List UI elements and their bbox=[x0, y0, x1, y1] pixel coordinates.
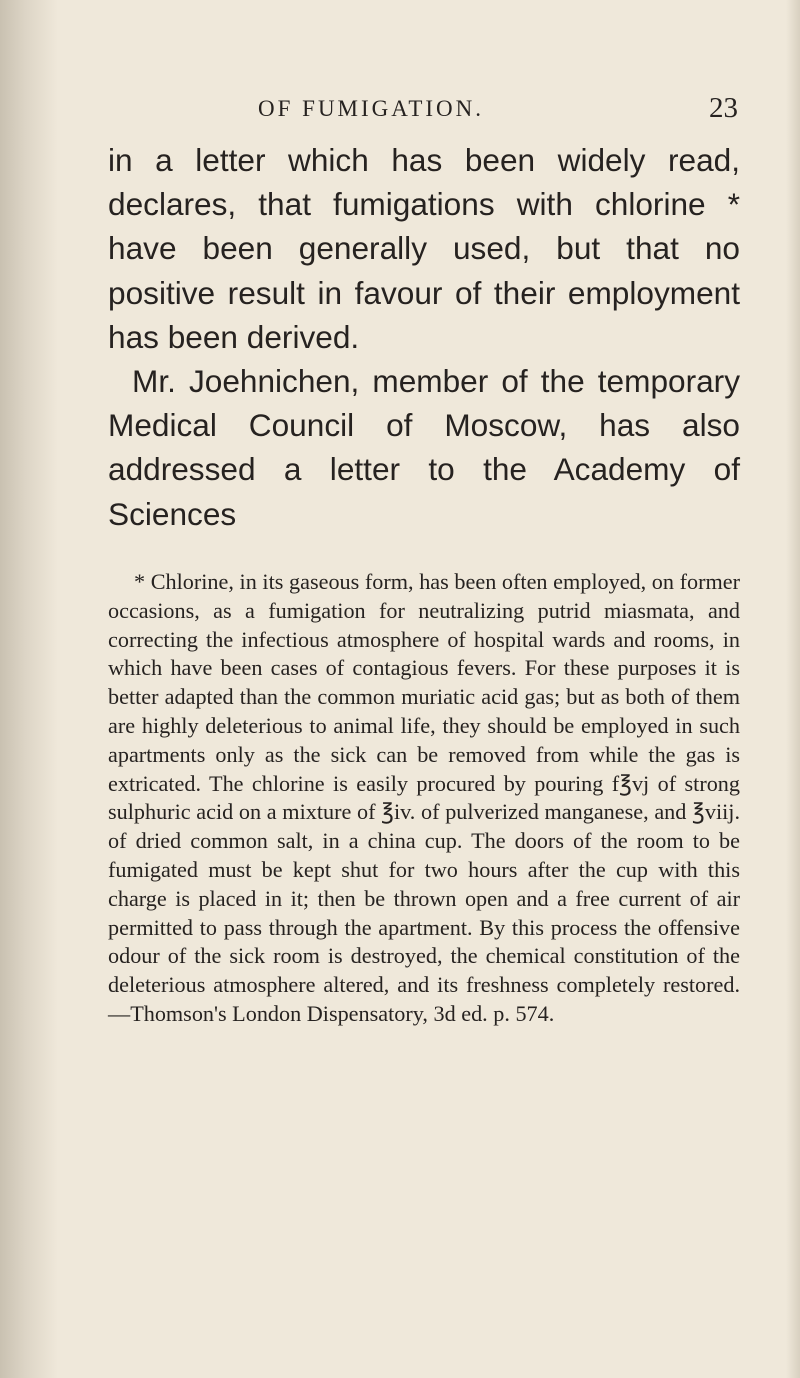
paragraph: Mr. Joehnichen, member of the temporary Medical Council of Moscow, has also addressed a letter to the Academy of Sciences bbox=[108, 363, 740, 532]
page-header bbox=[108, 92, 738, 132]
main-text bbox=[108, 138, 740, 536]
running-head: OF FUMIGATION. bbox=[258, 96, 485, 121]
page-edge-shadow bbox=[786, 0, 800, 1378]
page-gutter-shadow bbox=[0, 0, 58, 1378]
footnote: * Chlorine, in its gaseous form, has been often employed, on former occasions, as a fumigation for neutralizing putrid miasmata, and correcting the infectious atmosphere of hospital wards and rooms, in which have been cases of contagious fevers. For these purposes it is better adapted than the common muriatic acid gas; but as both of them are highly deleterious to animal life, they should be employed in such apartments only as the sick can be removed from while the gas is extricated. The chlorine is easily procured by pouring f℥vj of strong sulphuric acid on a mixture of ℥iv. of pulverized manganese, and ℥viij. of dried common salt, in a china cup. The doors of the room to be fumigated must be kept shut for two hours after the cup with this charge is placed in it; then be thrown open and a free current of air permitted to pass through the apartment. By this process the offensive odour of the sick room is destroyed, the chemical constitution of the deleterious atmosphere altered, and its freshness completely restored.—Thomson's London Dispensatory, 3d ed. p. 574. bbox=[108, 569, 740, 1026]
paragraph: in a letter which has been widely read, declares, that fumigations with chlorine * have been generally used, but that no positive result in favour of their employment has been derived. bbox=[108, 142, 740, 355]
page-number: 23 bbox=[709, 92, 738, 124]
